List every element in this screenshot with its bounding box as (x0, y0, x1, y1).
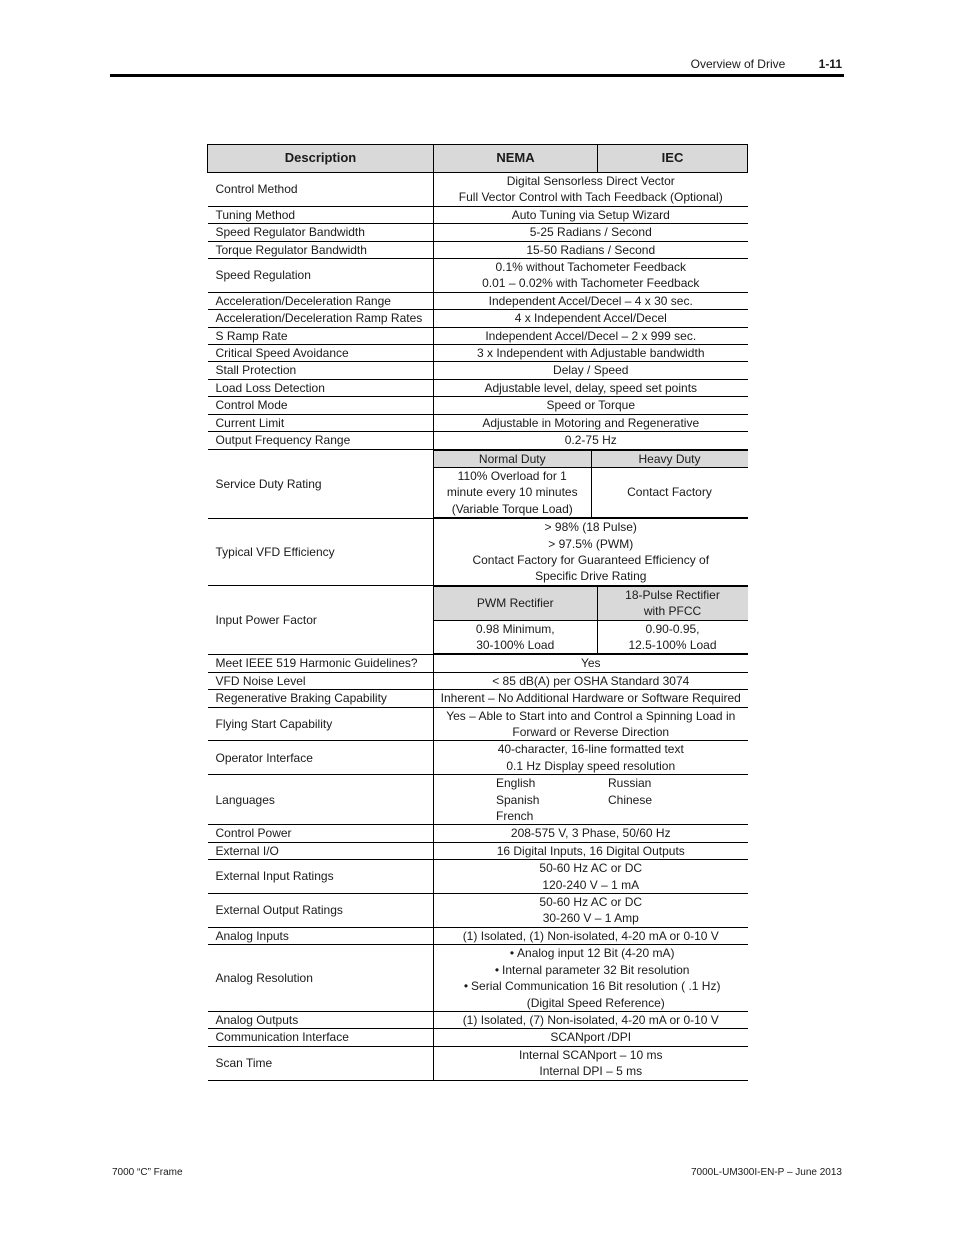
row-label: Current Limit (208, 414, 434, 431)
table-row (208, 224, 748, 241)
table-row (208, 825, 748, 842)
table-row (208, 842, 748, 859)
language: French (496, 809, 534, 824)
row-label: Regenerative Braking Capability (208, 690, 434, 707)
table-row (208, 655, 748, 672)
table-row (208, 894, 748, 928)
row-value: Inherent – No Additional Hardware or Software Required (434, 690, 748, 707)
row-label: Communication Interface (208, 1029, 434, 1046)
analog-resolution-value (434, 945, 748, 1012)
table-row (208, 241, 748, 258)
table-row (208, 707, 748, 741)
table-row (208, 397, 748, 414)
row-value: 16 Digital Inputs, 16 Digital Outputs (434, 842, 748, 859)
table-row (208, 672, 748, 689)
row-label: Operator Interface (208, 741, 434, 775)
row-label: Stall Protection (208, 362, 434, 379)
row-label: Meet IEEE 519 Harmonic Guidelines? (208, 655, 434, 672)
row-label: External Output Ratings (208, 894, 434, 928)
table-row (208, 206, 748, 223)
table-row (208, 945, 748, 1012)
language: Spanish (496, 792, 540, 807)
row-value: 3 x Independent with Adjustable bandwidth (434, 345, 748, 362)
table-header-row (208, 145, 748, 173)
pwm-value: 0.98 Minimum, 30-100% Load (434, 620, 597, 654)
row-value: 0.2-75 Hz (434, 432, 748, 449)
row-value: 208-575 V, 3 Phase, 50/60 Hz (434, 825, 748, 842)
row-label: Critical Speed Avoidance (208, 345, 434, 362)
row-label: S Ramp Rate (208, 327, 434, 344)
pwm-header: PWM Rectifier (434, 586, 597, 620)
row-label: VFD Noise Level (208, 672, 434, 689)
row-label: Scan Time (208, 1046, 434, 1080)
table-row (208, 362, 748, 379)
row-label: External I/O (208, 842, 434, 859)
row-label: Analog Outputs (208, 1011, 434, 1028)
power-factor-cell (434, 585, 748, 655)
table-row (208, 327, 748, 344)
row-label: Load Loss Detection (208, 379, 434, 396)
pulse-header: 18-Pulse Rectifier with PFCC (597, 586, 748, 620)
row-label: Speed Regulation (208, 259, 434, 293)
row-label: Control Power (208, 825, 434, 842)
row-value: 40-character, 16-line formatted text 0.1 Hz Display speed resolution (434, 741, 748, 775)
row-value: Digital Sensorless Direct Vector Full Vector Control with Tach Feedback (Optional) (434, 173, 748, 207)
row-value: Adjustable in Motoring and Regenerative (434, 414, 748, 431)
row-label: External Input Ratings (208, 860, 434, 894)
language: English (496, 776, 536, 791)
table-row (208, 585, 748, 655)
table-row (208, 432, 748, 449)
table-row (208, 1046, 748, 1080)
row-value: 0.1% without Tachometer Feedback 0.01 – 0.02% with Tachometer Feedback (434, 259, 748, 293)
row-label: Analog Resolution (208, 945, 434, 1012)
pulse-value: 0.90-0.95, 12.5-100% Load (597, 620, 748, 654)
language: Russian (608, 776, 652, 791)
bullet-item: • Serial Communication 16 Bit resolution ( .1 Hz) (434, 978, 748, 994)
spec-table (207, 144, 748, 1081)
row-value: Independent Accel/Decel – 2 x 999 sec. (434, 327, 748, 344)
row-value: 5-25 Radians / Second (434, 224, 748, 241)
row-label: Tuning Method (208, 206, 434, 223)
languages-value (434, 775, 748, 825)
bullet-item: • Analog input 12 Bit (4-20 mA) (434, 945, 748, 961)
heavy-duty-header: Heavy Duty (591, 450, 748, 467)
row-label: Control Mode (208, 397, 434, 414)
table-row (208, 310, 748, 327)
heavy-duty-value: Contact Factory (591, 467, 748, 517)
normal-duty-header: Normal Duty (434, 450, 591, 467)
table-row (208, 345, 748, 362)
col-nema: NEMA (434, 145, 598, 173)
row-label: Input Power Factor (208, 585, 434, 655)
row-label: Output Frequency Range (208, 432, 434, 449)
table-row (208, 173, 748, 207)
row-value: < 85 dB(A) per OSHA Standard 3074 (434, 672, 748, 689)
row-value: (1) Isolated, (1) Non-isolated, 4-20 mA or 0-10 V (434, 927, 748, 944)
row-label: Typical VFD Efficiency (208, 519, 434, 586)
row-value: 50-60 Hz AC or DC 120-240 V – 1 mA (434, 860, 748, 894)
row-value: SCANport /DPI (434, 1029, 748, 1046)
bullet-continuation: (Digital Speed Reference) (526, 995, 665, 1010)
header-rule (110, 74, 844, 77)
row-value: Adjustable level, delay, speed set points (434, 379, 748, 396)
normal-duty-value: 110% Overload for 1 minute every 10 minutes (Variable Torque Load) (434, 467, 591, 517)
table-row (208, 414, 748, 431)
row-value: Yes (434, 655, 748, 672)
footer-left: 7000 “C” Frame (112, 1167, 183, 1178)
col-iec: IEC (598, 145, 748, 173)
row-value: 50-60 Hz AC or DC 30-260 V – 1 Amp (434, 894, 748, 928)
row-label: Acceleration/Deceleration Range (208, 292, 434, 309)
bullet-item: • Internal parameter 32 Bit resolution (434, 962, 748, 978)
table-row (208, 379, 748, 396)
row-value: Delay / Speed (434, 362, 748, 379)
row-value: 4 x Independent Accel/Decel (434, 310, 748, 327)
row-value: 15-50 Radians / Second (434, 241, 748, 258)
table-row (208, 1029, 748, 1046)
row-value: (1) Isolated, (7) Non-isolated, 4-20 mA or 0-10 V (434, 1011, 748, 1028)
row-label: Control Method (208, 173, 434, 207)
row-value: Speed or Torque (434, 397, 748, 414)
table-row (208, 519, 748, 586)
table-row (208, 690, 748, 707)
row-value: Yes – Able to Start into and Control a Spinning Load in Forward or Reverse Direction (434, 707, 748, 741)
row-label: Analog Inputs (208, 927, 434, 944)
row-value: Internal SCANport – 10 ms Internal DPI – 5 ms (434, 1046, 748, 1080)
page-number: 1-11 (818, 57, 842, 71)
table-row (208, 860, 748, 894)
table-row (208, 741, 748, 775)
row-label: Acceleration/Deceleration Ramp Rates (208, 310, 434, 327)
table-row (208, 449, 748, 519)
col-description: Description (208, 145, 434, 173)
table-row (208, 259, 748, 293)
page-header (691, 57, 842, 71)
footer-right: 7000L-UM300I-EN-P – June 2013 (690, 1167, 842, 1178)
table-row (208, 927, 748, 944)
row-label: Flying Start Capability (208, 707, 434, 741)
table-row (208, 1011, 748, 1028)
row-value: Auto Tuning via Setup Wizard (434, 206, 748, 223)
row-label: Torque Regulator Bandwidth (208, 241, 434, 258)
service-duty-cell (434, 449, 748, 519)
row-label: Speed Regulator Bandwidth (208, 224, 434, 241)
row-value: Independent Accel/Decel – 4 x 30 sec. (434, 292, 748, 309)
table-row (208, 775, 748, 825)
language: Chinese (608, 792, 653, 807)
efficiency-value: > 98% (18 Pulse) > 97.5% (PWM) Contact Factory for Guaranteed Efficiency of Specific Drive Rating (434, 519, 748, 586)
section-title: Overview of Drive (690, 57, 786, 71)
row-label: Service Duty Rating (208, 449, 434, 519)
table-row (208, 292, 748, 309)
row-label: Languages (208, 775, 434, 825)
